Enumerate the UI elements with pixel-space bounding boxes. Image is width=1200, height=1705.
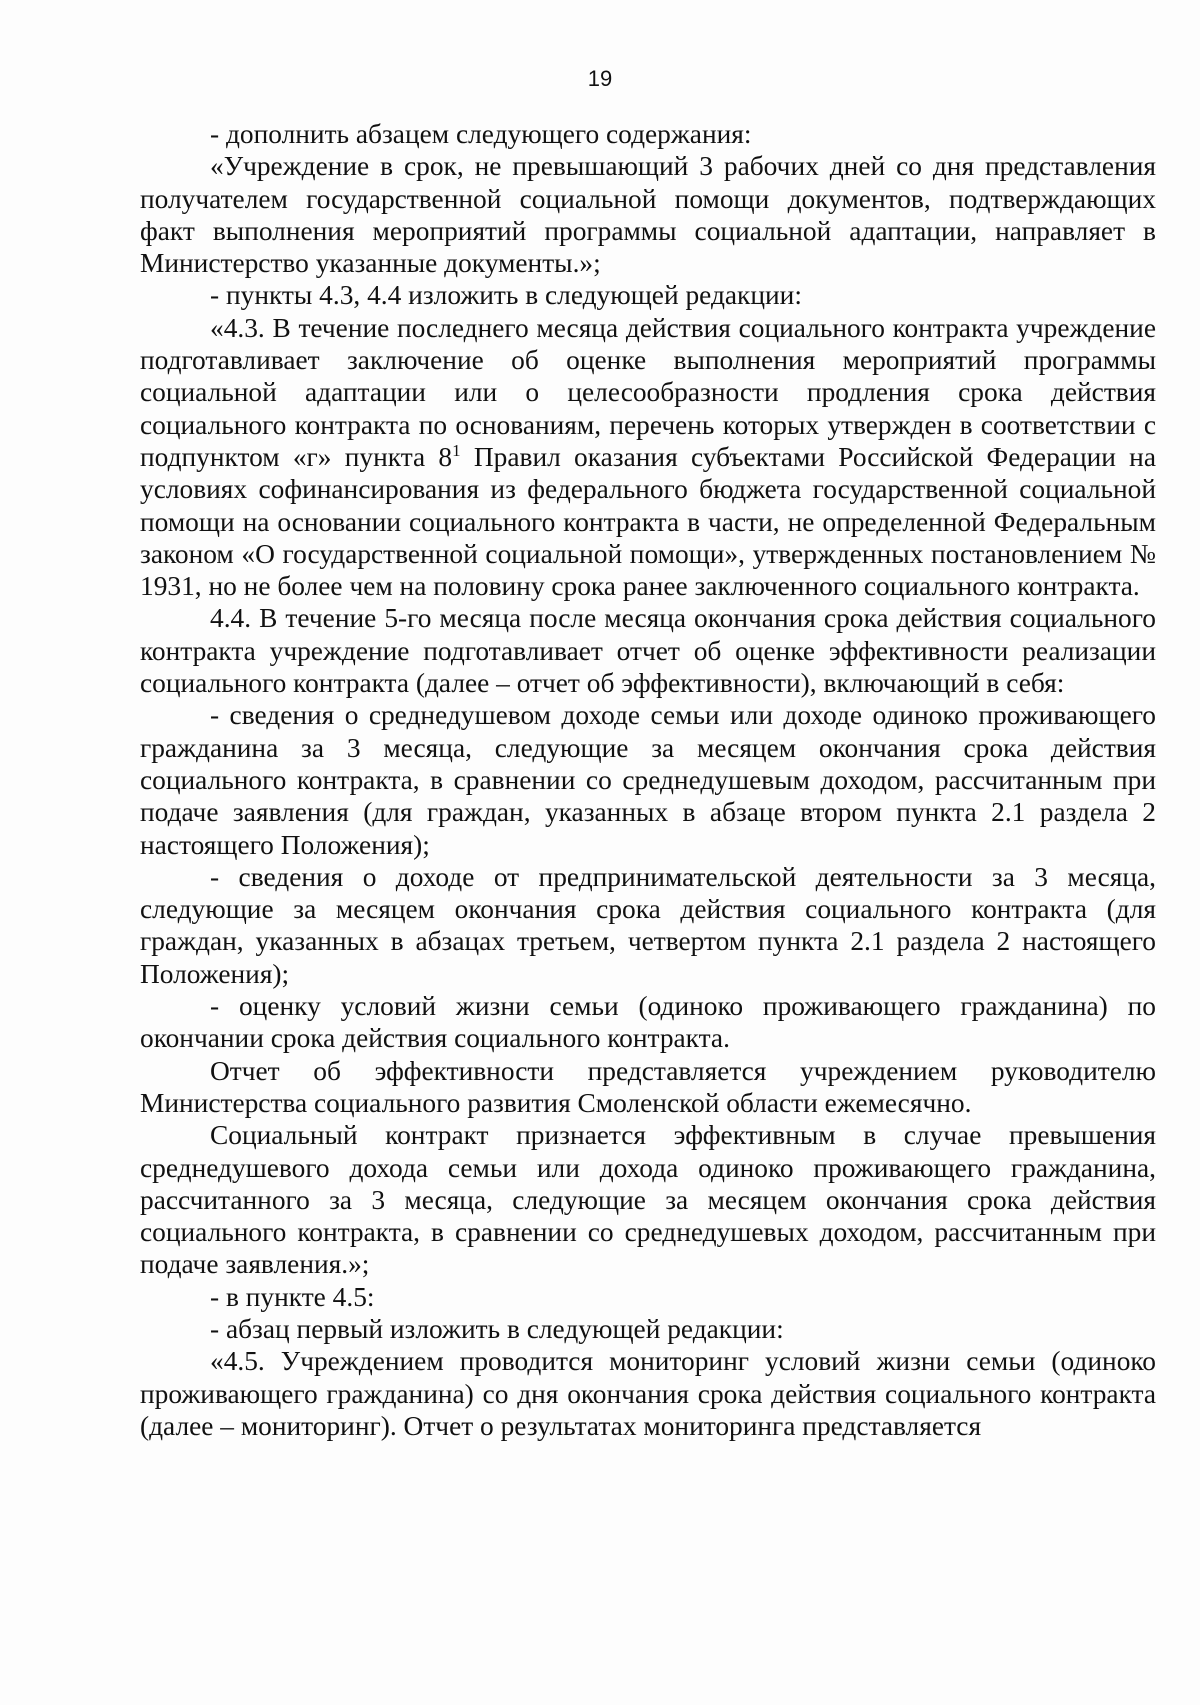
paragraph-first-abzac: - абзац первый изложить в следующей редакции: <box>210 1313 784 1344</box>
document-body <box>140 118 1156 1442</box>
paragraph-4-3-text-b: Правил оказания субъектами Российской Федерации на условиях софинансирования из федерального бюджета государственной социальной помощи на основании социального контракта в части, не определенной Федеральным законом «О государственной социальной помощи», утвержденных постановлением № 1931, но не более чем на половину срока ранее заключенного социального контракта. <box>140 441 1156 602</box>
paragraph-income-info: - сведения о среднедушевом доходе семьи или доходе одиноко проживающего гражданина за 3 месяца, следующие за месяцем окончания срока действия социального контракта, в сравнении со среднедушевым доходом, рассчитанным при подаче заявления (для граждан, указанных в абзаце втором пункта 2.1 раздела 2 настоящего Положения); <box>140 700 1156 860</box>
paragraph-living-conditions: - оценку условий жизни семьи (одиноко проживающего гражданина) по окончании срока действия социального контракта. <box>140 991 1156 1054</box>
paragraph-1: - дополнить абзацем следующего содержания: <box>210 119 752 149</box>
footnote-superscript: 1 <box>452 440 461 460</box>
paragraph-4-4: 4.4. В течение 5-го месяца после месяца окончания срока действия социального контракта учреждение подготавливает отчет об оценке эффективности реализации социального контракта (далее – отчет об эффективности), включающий в себя: <box>140 603 1156 699</box>
paragraph-business-income: - сведения о доходе от предпринимательской деятельности за 3 месяца, следующие за месяцем окончания срока действия социального контракта (для граждан, указанных в абзацах третьем, четвертом пункта 2.1 раздела 2 настоящего Положения); <box>140 861 1156 989</box>
paragraph-4-3 <box>140 312 1156 603</box>
paragraph-effective: Социальный контракт признается эффективным в случае превышения среднедушевого дохода семьи или дохода одиноко проживающего гражданина, рассчитанного за 3 месяца, следующие за месяцем окончания срока действия социального контракта, в сравнении со среднедушевых доходом, рассчитанным при подаче заявления.»; <box>140 1120 1156 1280</box>
paragraph-clause-4-5: - в пункте 4.5: <box>210 1281 375 1312</box>
page-number: 19 <box>587 66 613 91</box>
paragraph-4-3-text-a: «4.3. В течение последнего месяца действия социального контракта учреждение подготавливает заключение об оценке выполнения мероприятий программы социальной адаптации или о целесообразности продления срока действия социального контракта по основаниям, перечень которых утвержден в соответствии с подпунктом «г» пункта 8 <box>140 312 1156 472</box>
paragraph-3: - пункты 4.3, 4.4 изложить в следующей редакции: <box>210 280 802 311</box>
paragraph-report: Отчет об эффективности представляется учреждением руководителю Министерства социального развития Смоленской области ежемесячно. <box>140 1055 1156 1118</box>
paragraph-2: «Учреждение в срок, не превышающий 3 рабочих дней со дня представления получателем государственной социальной помощи документов, подтверждающих факт выполнения мероприятий программы социальной адаптации, направляет в Министерство указанные документы.»; <box>140 151 1156 279</box>
paragraph-4-5: «4.5. Учреждением проводится мониторинг условий жизни семьи (одиноко проживающего гражданина) со дня окончания срока действия социального контракта (далее – мониторинг). Отчет о результатах мониторинга представляется <box>140 1346 1156 1441</box>
